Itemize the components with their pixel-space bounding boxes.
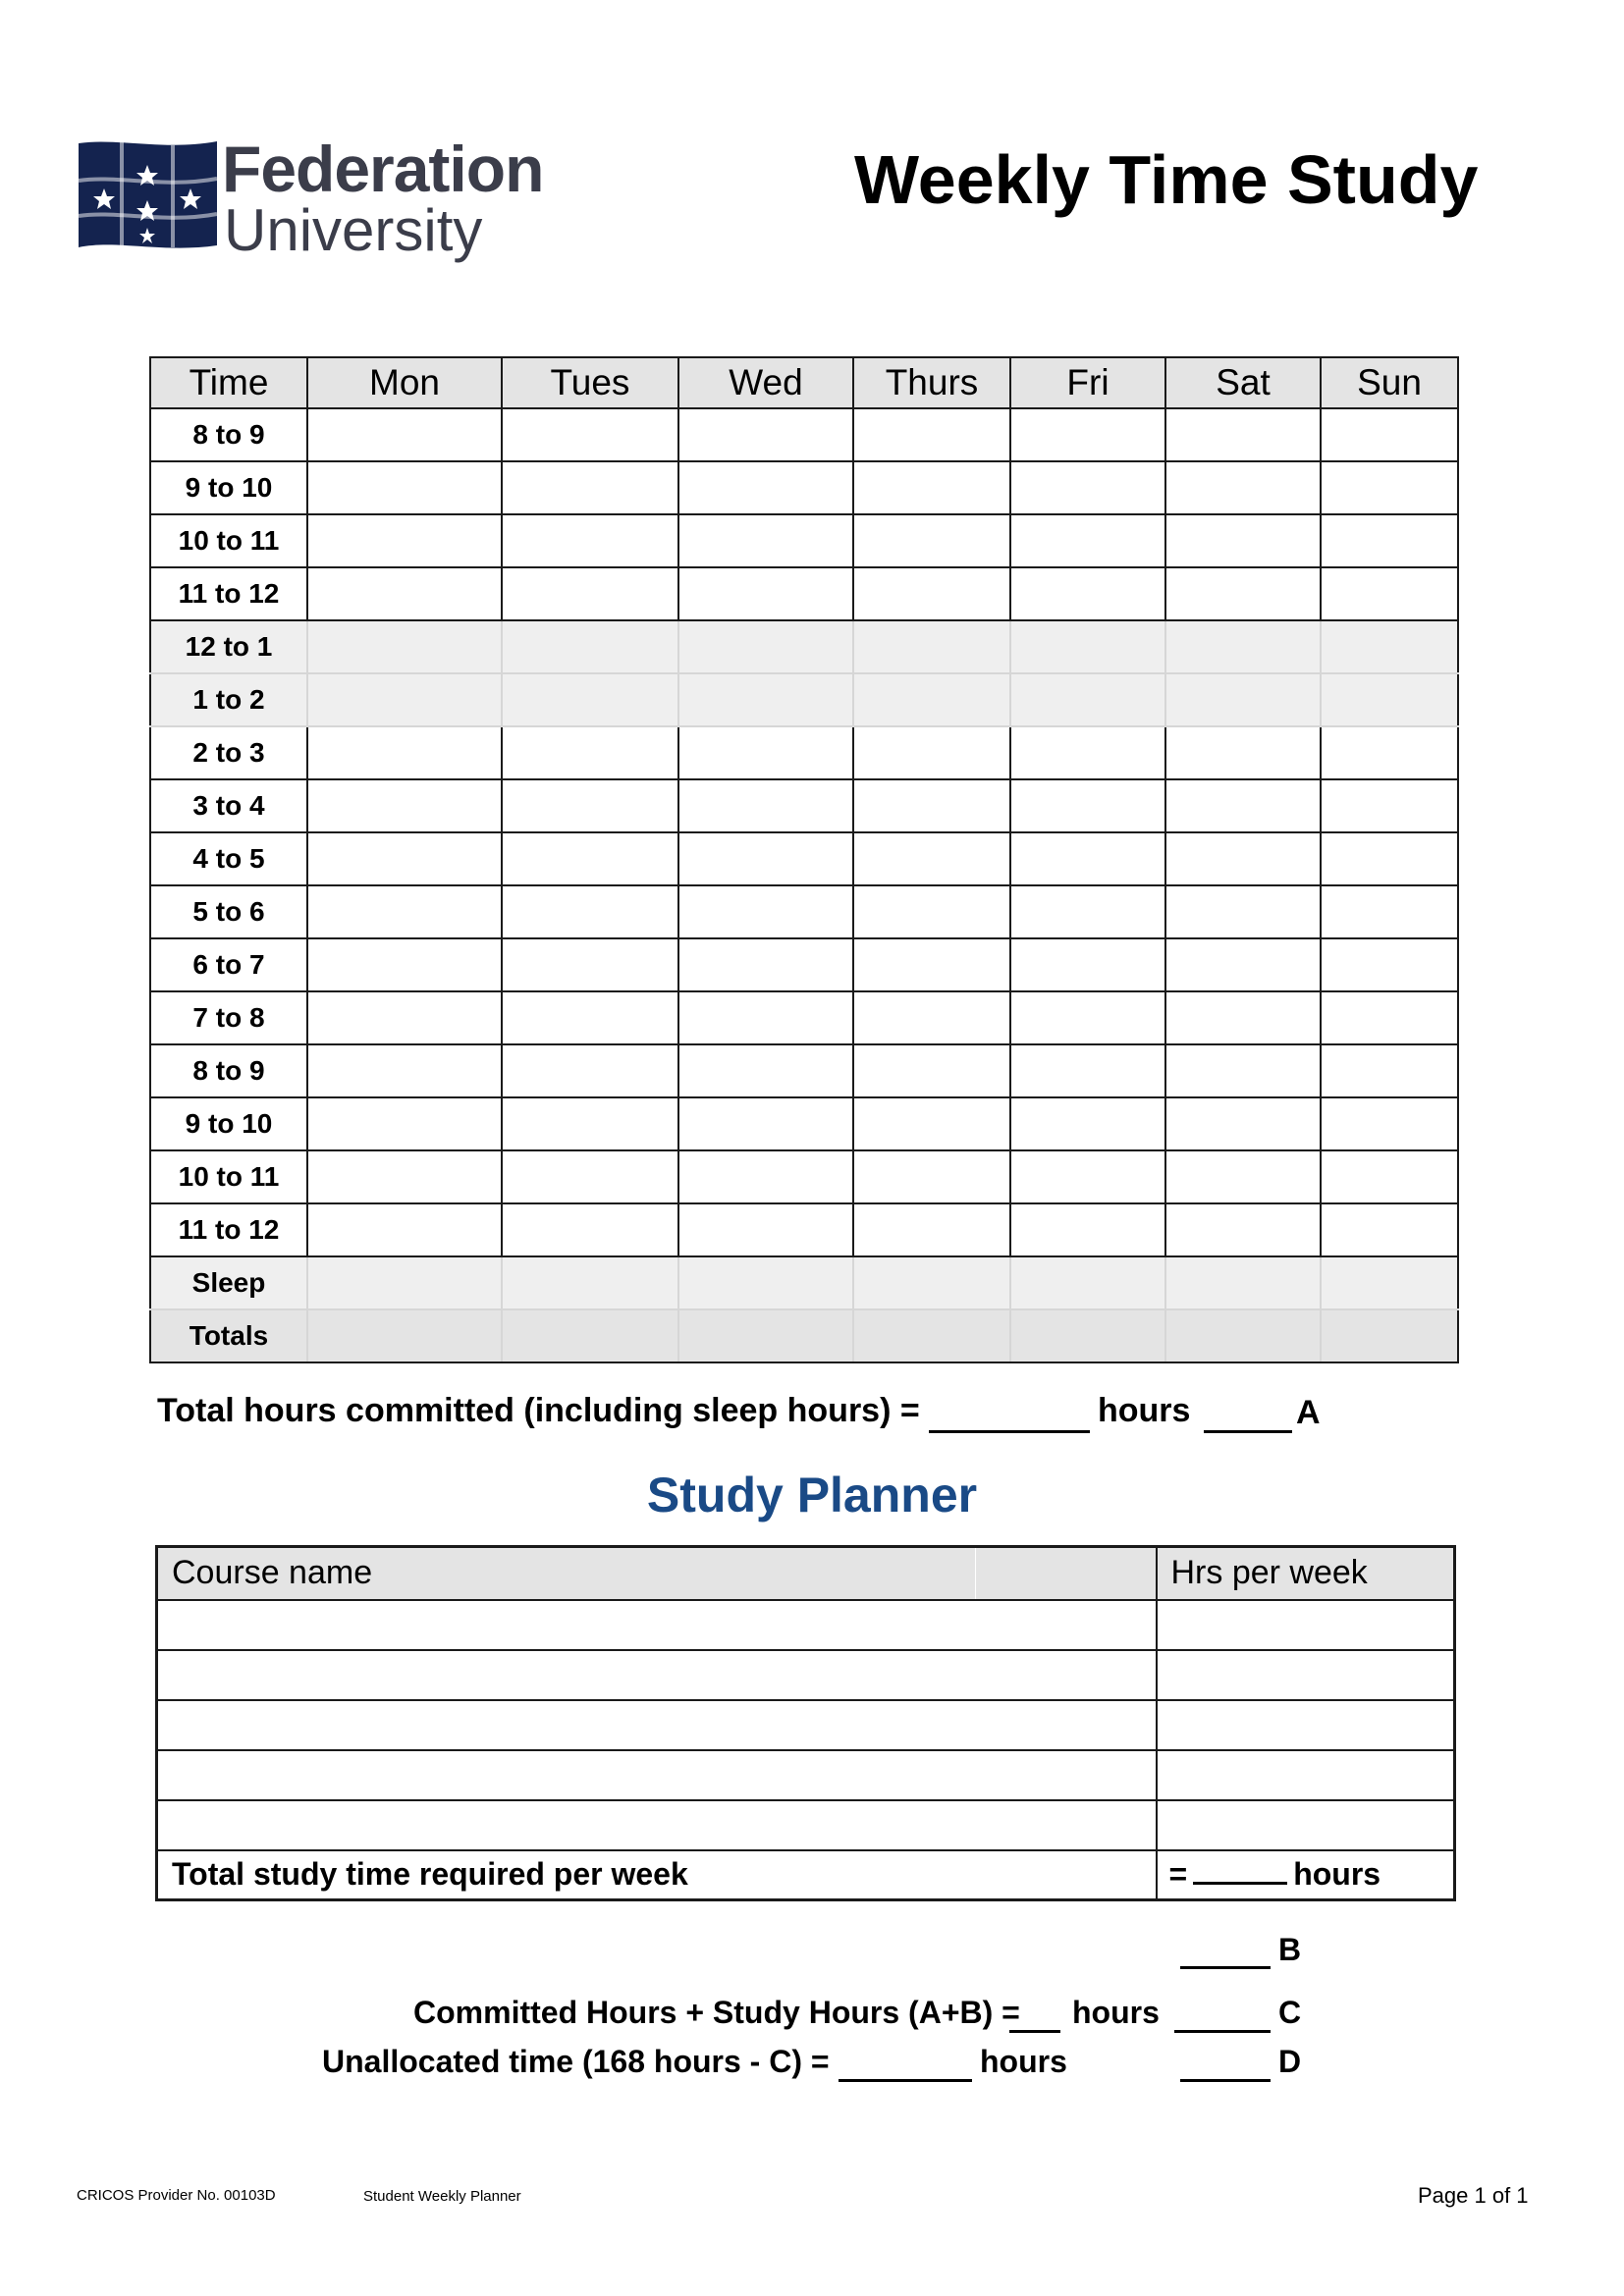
cell-wed[interactable]	[678, 461, 853, 514]
cell-sat[interactable]	[1165, 514, 1321, 567]
cell-wed[interactable]	[678, 514, 853, 567]
cell-fri[interactable]	[1010, 1203, 1165, 1256]
cell-mon[interactable]	[307, 567, 502, 620]
study-planner-table	[155, 1545, 1456, 1901]
hrs-per-week-cell[interactable]	[1157, 1650, 1455, 1700]
logo-name-text: Federation	[222, 133, 544, 205]
col-header-fri: Fri	[1010, 357, 1165, 408]
cell-wed[interactable]	[678, 1203, 853, 1256]
table-row	[150, 1044, 1458, 1097]
time-slot-label: 8 to 9	[150, 408, 307, 461]
hrs-per-week-cell[interactable]	[1157, 1600, 1455, 1650]
course-name-cell[interactable]	[157, 1750, 1157, 1800]
table-row	[150, 620, 1458, 673]
cell-tues[interactable]	[502, 567, 678, 620]
cell-sat[interactable]	[1165, 1256, 1321, 1309]
total-a-blank[interactable]	[1204, 1430, 1292, 1433]
cell-fri[interactable]	[1010, 885, 1165, 938]
col-header-course-name: Course name	[157, 1547, 976, 1600]
table-row	[150, 1203, 1458, 1256]
cell-sat[interactable]	[1165, 1044, 1321, 1097]
total-study-label: Total study time required per week	[157, 1850, 1157, 1900]
planner-header-row	[157, 1547, 1455, 1600]
page-title: Weekly Time Study	[854, 141, 1479, 218]
logo-sub-text: University	[224, 197, 483, 263]
cell-mon[interactable]	[307, 991, 502, 1044]
cell-sun[interactable]	[1321, 726, 1458, 779]
cell-tues[interactable]	[502, 1150, 678, 1203]
cell-tues[interactable]	[502, 408, 678, 461]
time-slot-label: Totals	[150, 1309, 307, 1362]
cell-sat[interactable]	[1165, 832, 1321, 885]
footer-doc-name: Student Weekly Planner	[363, 2188, 521, 2205]
cell-tues[interactable]	[502, 1203, 678, 1256]
cell-tues[interactable]	[502, 620, 678, 673]
cell-thurs[interactable]	[853, 991, 1010, 1044]
cell-sun[interactable]	[1321, 938, 1458, 991]
table-row	[150, 461, 1458, 514]
time-slot-label: 12 to 1	[150, 620, 307, 673]
cell-wed[interactable]	[678, 567, 853, 620]
cell-wed[interactable]	[678, 1256, 853, 1309]
table-row	[150, 1097, 1458, 1150]
col-header-time: Time	[150, 357, 307, 408]
course-name-cell[interactable]	[157, 1800, 1157, 1850]
cell-sun[interactable]	[1321, 461, 1458, 514]
c-hours-label: hours	[1072, 1995, 1160, 2030]
cell-thurs[interactable]	[853, 673, 1010, 726]
total-committed-blank[interactable]	[929, 1430, 1090, 1433]
cell-sat[interactable]	[1165, 726, 1321, 779]
b-blank[interactable]	[1180, 1966, 1271, 1969]
cell-thurs[interactable]	[853, 1309, 1010, 1362]
c-blank[interactable]	[1174, 2030, 1271, 2033]
cell-mon[interactable]	[307, 461, 502, 514]
cell-sat[interactable]	[1165, 991, 1321, 1044]
cell-sat[interactable]	[1165, 779, 1321, 832]
cell-sat[interactable]	[1165, 408, 1321, 461]
cricos-provider: CRICOS Provider No. 00103D	[77, 2187, 276, 2204]
cell-mon[interactable]	[307, 1309, 502, 1362]
col-header-hrs-per-week: Hrs per week	[1157, 1547, 1455, 1600]
cell-mon[interactable]	[307, 1097, 502, 1150]
cell-mon[interactable]	[307, 408, 502, 461]
cell-tues[interactable]	[502, 832, 678, 885]
cell-wed[interactable]	[678, 991, 853, 1044]
cell-mon[interactable]	[307, 726, 502, 779]
cell-sun[interactable]	[1321, 832, 1458, 885]
cell-sun[interactable]	[1321, 514, 1458, 567]
cell-fri[interactable]	[1010, 461, 1165, 514]
cell-wed[interactable]	[678, 832, 853, 885]
cell-thurs[interactable]	[853, 1150, 1010, 1203]
cell-sat[interactable]	[1165, 1203, 1321, 1256]
table-row	[157, 1650, 1455, 1700]
cell-wed[interactable]	[678, 726, 853, 779]
cell-mon[interactable]	[307, 885, 502, 938]
cell-tues[interactable]	[502, 1044, 678, 1097]
study-planner-title: Study Planner	[646, 1468, 978, 1522]
table-row	[150, 1150, 1458, 1203]
time-slot-label: 10 to 11	[150, 514, 307, 567]
table-row	[150, 885, 1458, 938]
cell-fri[interactable]	[1010, 991, 1165, 1044]
cell-thurs[interactable]	[853, 1256, 1010, 1309]
table-row	[150, 1256, 1458, 1309]
cell-thurs[interactable]	[853, 514, 1010, 567]
unallocated-time-label: Unallocated time (168 hours - C) =	[322, 2044, 830, 2079]
cell-sun[interactable]	[1321, 991, 1458, 1044]
time-slot-label: 6 to 7	[150, 938, 307, 991]
cell-mon[interactable]	[307, 1256, 502, 1309]
cell-thurs[interactable]	[853, 620, 1010, 673]
cell-wed[interactable]	[678, 620, 853, 673]
cell-tues[interactable]	[502, 991, 678, 1044]
cell-sat[interactable]	[1165, 1309, 1321, 1362]
table-row	[150, 567, 1458, 620]
cell-thurs[interactable]	[853, 461, 1010, 514]
cell-mon[interactable]	[307, 779, 502, 832]
table-row	[150, 726, 1458, 779]
cell-thurs[interactable]	[853, 726, 1010, 779]
table-row	[157, 1700, 1455, 1750]
table-row	[157, 1750, 1455, 1800]
col-header-sat: Sat	[1165, 357, 1321, 408]
cell-sun[interactable]	[1321, 885, 1458, 938]
cell-thurs[interactable]	[853, 885, 1010, 938]
total-study-row	[157, 1850, 1455, 1900]
cell-tues[interactable]	[502, 726, 678, 779]
cell-sun[interactable]	[1321, 1309, 1458, 1362]
letter-d-label: D	[1278, 2044, 1302, 2079]
course-name-cell[interactable]	[157, 1600, 1157, 1650]
cell-fri[interactable]	[1010, 1044, 1165, 1097]
committed-plus-study-label: Committed Hours + Study Hours (A+B) =	[413, 1995, 1020, 2030]
cell-thurs[interactable]	[853, 938, 1010, 991]
cell-sun[interactable]	[1321, 620, 1458, 673]
equals-sign: =	[1168, 1856, 1188, 1893]
cell-wed[interactable]	[678, 1044, 853, 1097]
time-slot-label: 11 to 12	[150, 567, 307, 620]
letter-c-label: C	[1278, 1995, 1302, 2030]
cell-sat[interactable]	[1165, 620, 1321, 673]
cell-fri[interactable]	[1010, 1309, 1165, 1362]
cell-fri[interactable]	[1010, 408, 1165, 461]
time-slot-label: 3 to 4	[150, 779, 307, 832]
table-row	[150, 514, 1458, 567]
time-slot-label: 1 to 2	[150, 673, 307, 726]
cell-sun[interactable]	[1321, 408, 1458, 461]
cell-wed[interactable]	[678, 779, 853, 832]
time-slot-label: 10 to 11	[150, 1150, 307, 1203]
cell-wed[interactable]	[678, 1150, 853, 1203]
table-row	[157, 1600, 1455, 1650]
cell-tues[interactable]	[502, 779, 678, 832]
time-slot-label: Sleep	[150, 1256, 307, 1309]
cell-sat[interactable]	[1165, 938, 1321, 991]
cell-sat[interactable]	[1165, 1097, 1321, 1150]
cell-mon[interactable]	[307, 1150, 502, 1203]
col-header-mon: Mon	[307, 357, 502, 408]
total-committed-hours-label: hours	[1098, 1392, 1191, 1429]
cell-thurs[interactable]	[853, 408, 1010, 461]
unallocated-blank[interactable]	[839, 2079, 972, 2082]
col-header-thurs: Thurs	[853, 357, 1010, 408]
cell-mon[interactable]	[307, 1203, 502, 1256]
cell-fri[interactable]	[1010, 620, 1165, 673]
time-slot-label: 11 to 12	[150, 1203, 307, 1256]
cell-tues[interactable]	[502, 1097, 678, 1150]
cell-sat[interactable]	[1165, 567, 1321, 620]
cell-fri[interactable]	[1010, 567, 1165, 620]
cell-sun[interactable]	[1321, 673, 1458, 726]
time-slot-label: 4 to 5	[150, 832, 307, 885]
cell-mon[interactable]	[307, 673, 502, 726]
total-study-cell[interactable]	[1157, 1850, 1455, 1900]
cell-wed[interactable]	[678, 673, 853, 726]
table-row	[150, 991, 1458, 1044]
cell-mon[interactable]	[307, 514, 502, 567]
d-hours-label: hours	[980, 2044, 1067, 2079]
cell-tues[interactable]	[502, 673, 678, 726]
cell-fri[interactable]	[1010, 832, 1165, 885]
cell-sun[interactable]	[1321, 779, 1458, 832]
cell-thurs[interactable]	[853, 832, 1010, 885]
table-row	[150, 408, 1458, 461]
hrs-per-week-cell[interactable]	[1157, 1750, 1455, 1800]
time-slot-label: 2 to 3	[150, 726, 307, 779]
cell-fri[interactable]	[1010, 726, 1165, 779]
cell-tues[interactable]	[502, 514, 678, 567]
hrs-per-week-cell[interactable]	[1157, 1700, 1455, 1750]
table-row	[150, 938, 1458, 991]
col-header-spacer	[976, 1547, 1157, 1600]
col-header-wed: Wed	[678, 357, 853, 408]
hrs-per-week-cell[interactable]	[1157, 1800, 1455, 1850]
cell-sun[interactable]	[1321, 567, 1458, 620]
table-row	[150, 673, 1458, 726]
table-row	[150, 1309, 1458, 1362]
total-study-blank[interactable]	[1193, 1862, 1287, 1885]
cell-sun[interactable]	[1321, 1044, 1458, 1097]
col-header-sun: Sun	[1321, 357, 1458, 408]
cell-tues[interactable]	[502, 938, 678, 991]
course-name-cell[interactable]	[157, 1650, 1157, 1700]
table-row	[157, 1800, 1455, 1850]
time-slot-label: 9 to 10	[150, 1097, 307, 1150]
cell-fri[interactable]	[1010, 1097, 1165, 1150]
cell-fri[interactable]	[1010, 673, 1165, 726]
cell-wed[interactable]	[678, 885, 853, 938]
letter-b-label: B	[1278, 1932, 1302, 1967]
total-study-hours-label: hours	[1293, 1856, 1381, 1893]
cell-sun[interactable]	[1321, 1203, 1458, 1256]
page-number: Page 1 of 1	[1418, 2183, 1529, 2208]
col-header-tues: Tues	[502, 357, 678, 408]
cell-wed[interactable]	[678, 408, 853, 461]
time-slot-label: 7 to 8	[150, 991, 307, 1044]
cell-sat[interactable]	[1165, 673, 1321, 726]
table-row	[150, 832, 1458, 885]
cell-fri[interactable]	[1010, 938, 1165, 991]
federation-university-logo	[77, 132, 544, 263]
cell-tues[interactable]	[502, 1309, 678, 1362]
cell-fri[interactable]	[1010, 514, 1165, 567]
cell-thurs[interactable]	[853, 779, 1010, 832]
cell-sat[interactable]	[1165, 885, 1321, 938]
flag-icon	[77, 137, 219, 251]
cell-wed[interactable]	[678, 1309, 853, 1362]
time-slot-label: 8 to 9	[150, 1044, 307, 1097]
cell-wed[interactable]	[678, 1097, 853, 1150]
cell-thurs[interactable]	[853, 1097, 1010, 1150]
cell-thurs[interactable]	[853, 1203, 1010, 1256]
cell-mon[interactable]	[307, 620, 502, 673]
cell-tues[interactable]	[502, 885, 678, 938]
cell-mon[interactable]	[307, 1044, 502, 1097]
cell-fri[interactable]	[1010, 1256, 1165, 1309]
time-slot-label: 5 to 6	[150, 885, 307, 938]
cell-fri[interactable]	[1010, 1150, 1165, 1203]
cell-fri[interactable]	[1010, 779, 1165, 832]
total-committed-label: Total hours committed (including sleep hours) =	[157, 1392, 920, 1429]
table-header-row	[150, 357, 1458, 408]
cell-wed[interactable]	[678, 938, 853, 991]
course-name-cell[interactable]	[157, 1700, 1157, 1750]
cell-sun[interactable]	[1321, 1150, 1458, 1203]
weekly-time-table	[149, 356, 1459, 1363]
a-plus-b-blank[interactable]	[1009, 2030, 1060, 2033]
cell-sun[interactable]	[1321, 1097, 1458, 1150]
cell-sat[interactable]	[1165, 1150, 1321, 1203]
time-slot-label: 9 to 10	[150, 461, 307, 514]
cell-sun[interactable]	[1321, 1256, 1458, 1309]
letter-a-label: A	[1296, 1394, 1321, 1431]
cell-tues[interactable]	[502, 1256, 678, 1309]
cell-mon[interactable]	[307, 938, 502, 991]
table-row	[150, 779, 1458, 832]
cell-thurs[interactable]	[853, 567, 1010, 620]
d-blank[interactable]	[1180, 2079, 1271, 2082]
cell-sat[interactable]	[1165, 461, 1321, 514]
cell-tues[interactable]	[502, 461, 678, 514]
cell-mon[interactable]	[307, 832, 502, 885]
cell-thurs[interactable]	[853, 1044, 1010, 1097]
